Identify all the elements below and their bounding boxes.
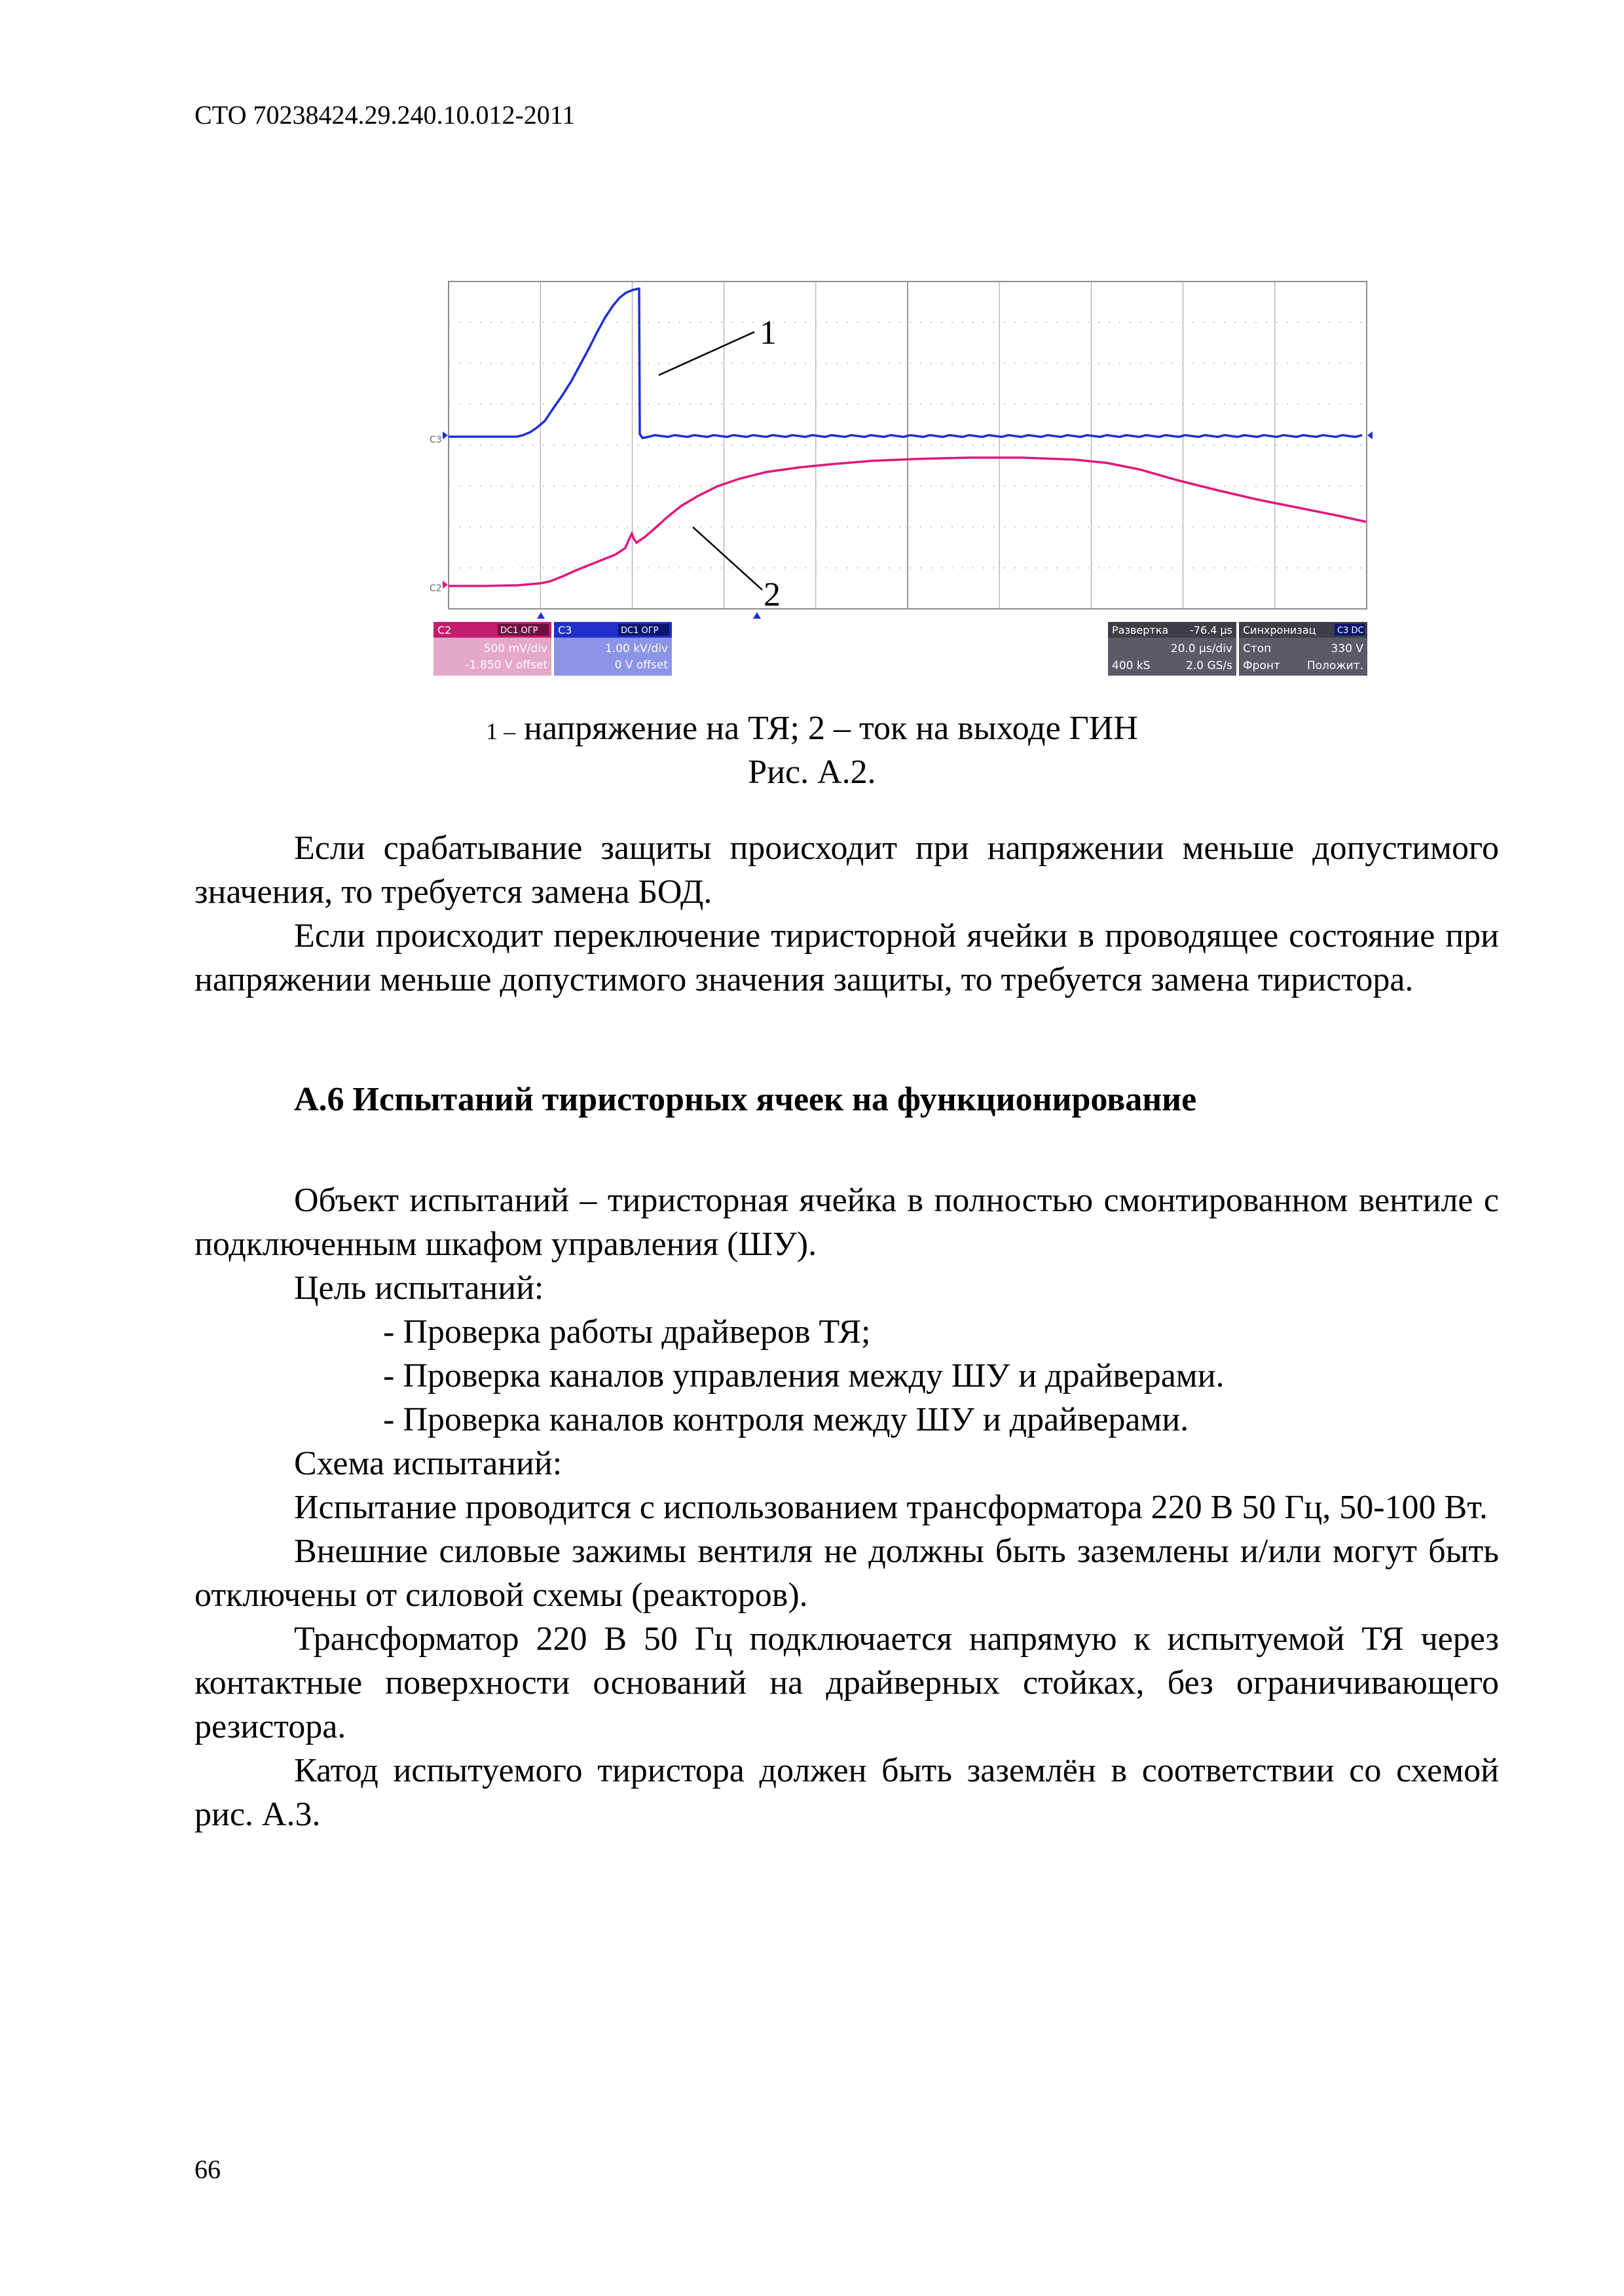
paragraph-connection: Трансформатор 220 В 50 Гц подключается напрямую к испытуемой ТЯ через контактные поверхности оснований на драйверных стойках, без ограничивающего резистора. [194, 1620, 1499, 1745]
trigger-mode: Стоп [1243, 642, 1272, 655]
c3-ground-marker [443, 431, 448, 439]
scheme-label: Схема испытаний: [294, 1445, 563, 1482]
trigger-edge: Фронт [1243, 659, 1280, 672]
goal-item: - Проверка каналов контроля между ШУ и драйверами. [383, 1401, 1189, 1438]
paragraph-thyristor: Если происходит переключение тиристорной ячейки в проводящее состояние при напряжении меньше допустимого значения защиты, то требуется замена тиристора. [194, 917, 1499, 998]
paragraph-cathode: Катод испытуемого тиристора должен быть заземлён в соответствии со схемой рис. А.3. [194, 1752, 1499, 1833]
figure-legend [0, 709, 1624, 748]
timebase-rate: 2.0 GS/s [1186, 659, 1232, 672]
ch3-flag: DC1 ОГР [621, 626, 659, 636]
ch2-scale: 500 mV/div [483, 642, 547, 655]
channel-label-c2: C2 [430, 583, 442, 594]
page-number: 66 [194, 2155, 221, 2184]
ch3-scale: 1.00 kV/div [604, 642, 668, 655]
trigger-level: 330 V [1331, 642, 1363, 655]
timebase-title: Развертка [1112, 624, 1169, 636]
document-header: СТО 70238424.29.240.10.012-2011 [194, 100, 576, 130]
goal-item: - Проверка каналов управления между ШУ и драйверами. [383, 1357, 1225, 1394]
callout-2: 2 [764, 576, 781, 613]
timebase-points: 400 kS [1112, 659, 1151, 672]
trigger-title: Синхронизац [1243, 624, 1316, 636]
oscillogram-figure [419, 278, 1374, 678]
goal-label: Цель испытаний: [294, 1269, 544, 1307]
ch3-name: C3 [558, 624, 572, 636]
trigger-badge: C3 DC [1337, 626, 1364, 636]
paragraph-block-2 [194, 1178, 1499, 1836]
paragraph-terminals: Внешние силовые зажимы вентиля не должны быть заземлены и/или могут быть отключены от силовой схемы (реакторов). [194, 1533, 1499, 1614]
legend-prefix: 1 – [486, 718, 516, 744]
paragraph-block-1 [194, 826, 1499, 1002]
trigger-position-marker [537, 612, 545, 619]
channel-label-c3: C3 [430, 435, 442, 445]
ch3-status-box [554, 622, 672, 676]
delay-marker [753, 612, 761, 619]
timebase-status-box [1108, 622, 1236, 676]
callout-1: 1 [760, 314, 777, 352]
figure-label: Рис. А.2. [748, 754, 876, 791]
legend-text: напряжение на ТЯ; 2 – ток на выходе ГИН [515, 710, 1138, 747]
goal-item: - Проверка работы драйверов ТЯ; [383, 1313, 871, 1351]
ch2-status-box [434, 622, 551, 676]
c2-ground-marker [443, 581, 448, 589]
trigger-status-box [1239, 622, 1367, 676]
trigger-slope: Положит. [1306, 659, 1363, 672]
timebase-delay: -76.4 µs [1190, 624, 1232, 636]
timebase-scale: 20.0 µs/div [1170, 642, 1232, 655]
ch3-offset: 0 V offset [614, 659, 668, 672]
oscillogram-svg [419, 278, 1374, 678]
ch2-offset: -1.850 V offset [465, 659, 547, 672]
c3-level-marker [1367, 431, 1373, 439]
paragraph-transformer: Испытание проводится с использованием трансформатора 220 В 50 Гц, 50-100 Вт. [294, 1489, 1488, 1526]
paragraph-bod: Если срабатывание защиты происходит при напряжении меньше допустимого значения, то требуется замена БОД. [194, 829, 1499, 911]
section-heading: А.6 Испытаний тиристорных ячеек на функционирование [294, 1081, 1197, 1118]
ch2-name: C2 [437, 624, 452, 636]
paragraph-test-object: Объект испытаний – тиристорная ячейка в полностью смонтированном вентиле с подключенным шкафом управления (ШУ). [194, 1182, 1499, 1263]
ch2-flag: DC1 ОГР [500, 626, 538, 636]
